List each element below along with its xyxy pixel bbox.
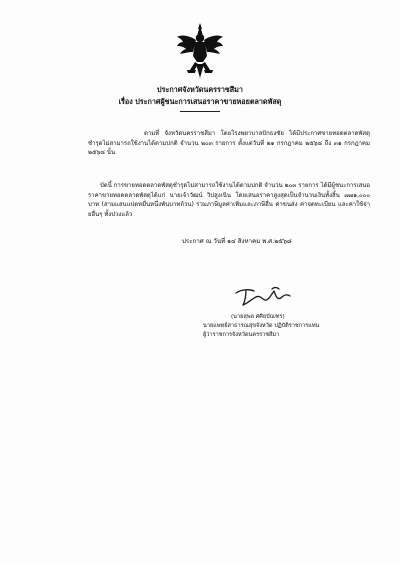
document-title: ประกาศจังหวัดนครราชสีมา — [157, 85, 243, 94]
signatory-position-2: ผู้ว่าราชการจังหวัดนครราชสีมา — [203, 332, 280, 338]
handwritten-signature — [232, 283, 312, 309]
body-paragraph-2: บัดนี้ การขายทอดตลาดพัสดุชำรุดไม่สามารถใช้งานได้ตามปกติ จำนวน ๒๐๓ รายการ ได้มีผู้ชนะการเสนอราคาขายทอดตลาดพัสดุได้แก่ นายเจ้าวัฒน์ วิปสูงเนิน โดยเสนอราคาสูงสุดเป็นจำนวนเงินทั้งสิ้น ๗๗๑,๐๐๐ บาท (สามแสนแปดหมื่นหนึ่งพันบาทถ้วน) รวมภาษีมูลค่าเพิ่มและภาษีอื่น ค่าขนส่ง ค่าจดทะเบียน และค่าใช้จ่ายอื่นๆ ทั้งปวงแล้ว — [88, 182, 370, 218]
announcement-date: ประกาศ ณ วันที่ ๑๔ สิงหาคม พ.ศ.๒๕๖๘ — [182, 238, 292, 245]
body-paragraph-1: ตามที่ จังหวัดนครราชสีมา โดยโรงพยาบาลปักธงชัย ได้มีประกาศขายทอดตลาดพัสดุชำรุดไม่สามารถใช้งานได้ตามปกติ จำนวน ๒๐๓ รายการ ตั้งแต่วันที่ ๒๑ กรกฎาคม ๒๕๖๘ ถึง ๓๑ กรกฎาคม ๒๕๖๘ นั้น — [88, 130, 370, 156]
document-subject: เรื่อง ประกาศผู้ชนะการเสนอราคาขายหอยตลาดพัสดุ — [118, 97, 282, 106]
title-divider — [180, 111, 220, 112]
signatory-name: (นายสุพล ศศิยบัณฑร) — [231, 314, 285, 320]
garuda-emblem — [176, 22, 224, 80]
signatory-position-1: นายแพทย์สาธารณสุขจังหวัด ปฏิบัติราชการแทน — [203, 323, 320, 329]
